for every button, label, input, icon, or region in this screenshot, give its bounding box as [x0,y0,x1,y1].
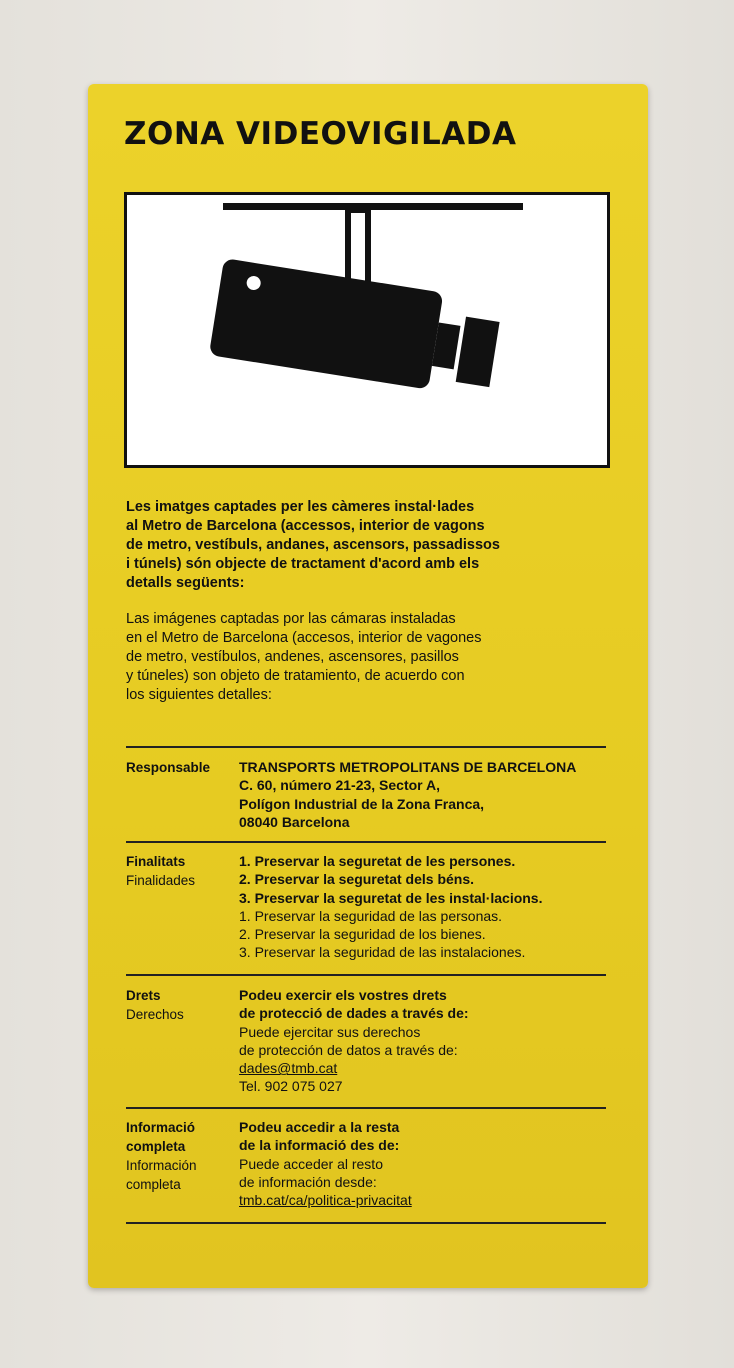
responsable-value: TRANSPORTS METROPOLITANS DE BARCELONA C. 60, número 21-23, Sector A, Polígon Industrial de la Zona Franca, 08040 Barcelona [239,759,577,830]
list-item: 2. Preservar la seguridad de los bienes. [239,926,486,943]
drets-label: Drets Derechos [126,988,184,1022]
intro-es-line: en el Metro de Barcelona (accesos, interior de vagones [126,630,482,646]
sign-title: ZONA VIDEOVIGILADA [124,116,517,152]
cctv-camera-icon [124,192,610,468]
list-item: 1. Preservar la seguretat de les persones. [239,853,516,869]
finalitats-label: Finalitats Finalidades [126,854,196,888]
divider [126,841,606,843]
intro-ca-line: de metro, vestíbuls, andanes, ascensors, passadissos [126,537,500,553]
list-item: 2. Preservar la seguretat dels béns. [239,871,475,888]
informacio-value: Podeu accedir a la resta de la informació des de: Puede acceder al resto de información desde: tmb.cat/ca/politica-privacitat [239,1118,609,1209]
drets-value: Podeu exercir els vostres drets de protecció de dades a través de: Puede ejercitar sus derechos de protección de datos a través de: dades@tmb.cat Tel. 902 075 027 [239,986,609,1096]
responsable-label: Responsable [126,760,211,775]
intro-es-line: y túneles) son objeto de tratamiento, de acuerdo con [126,668,465,684]
phone-number: Tel. 902 075 027 [239,1078,343,1095]
finalitats-list [239,852,609,962]
intro-ca-line: Les imatges captades per les càmeres instal·lades [126,499,475,515]
divider [126,974,606,976]
intro-ca-line: detalls següents: [126,575,245,591]
divider [126,1222,606,1224]
video-surveillance-sign [88,84,648,1288]
divider [126,746,606,748]
intro-es-line: los siguientes detalles: [126,687,272,703]
list-item: 1. Preservar la seguridad de las personas. [239,907,503,924]
intro-catalan [126,498,606,593]
privacy-url-link[interactable]: tmb.cat/ca/politica-privacitat [239,1192,412,1209]
intro-es-line: Las imágenes captadas por las cámaras instaladas [126,611,456,627]
intro-spanish [126,610,606,705]
divider [126,1107,606,1109]
list-item: 3. Preservar la seguretat de les instal·lacions. [239,889,543,906]
list-item: 3. Preservar la seguridad de las instalaciones. [239,944,526,961]
informacio-label: Informació completa Información completa [126,1120,197,1192]
intro-ca-line: i túnels) són objecte de tractament d'acord amb els [126,556,480,572]
email-link[interactable]: dades@tmb.cat [239,1060,338,1077]
intro-ca-line: al Metro de Barcelona (accessos, interior de vagons [126,518,485,534]
intro-es-line: de metro, vestíbulos, andenes, ascensores, pasillos [126,649,459,665]
